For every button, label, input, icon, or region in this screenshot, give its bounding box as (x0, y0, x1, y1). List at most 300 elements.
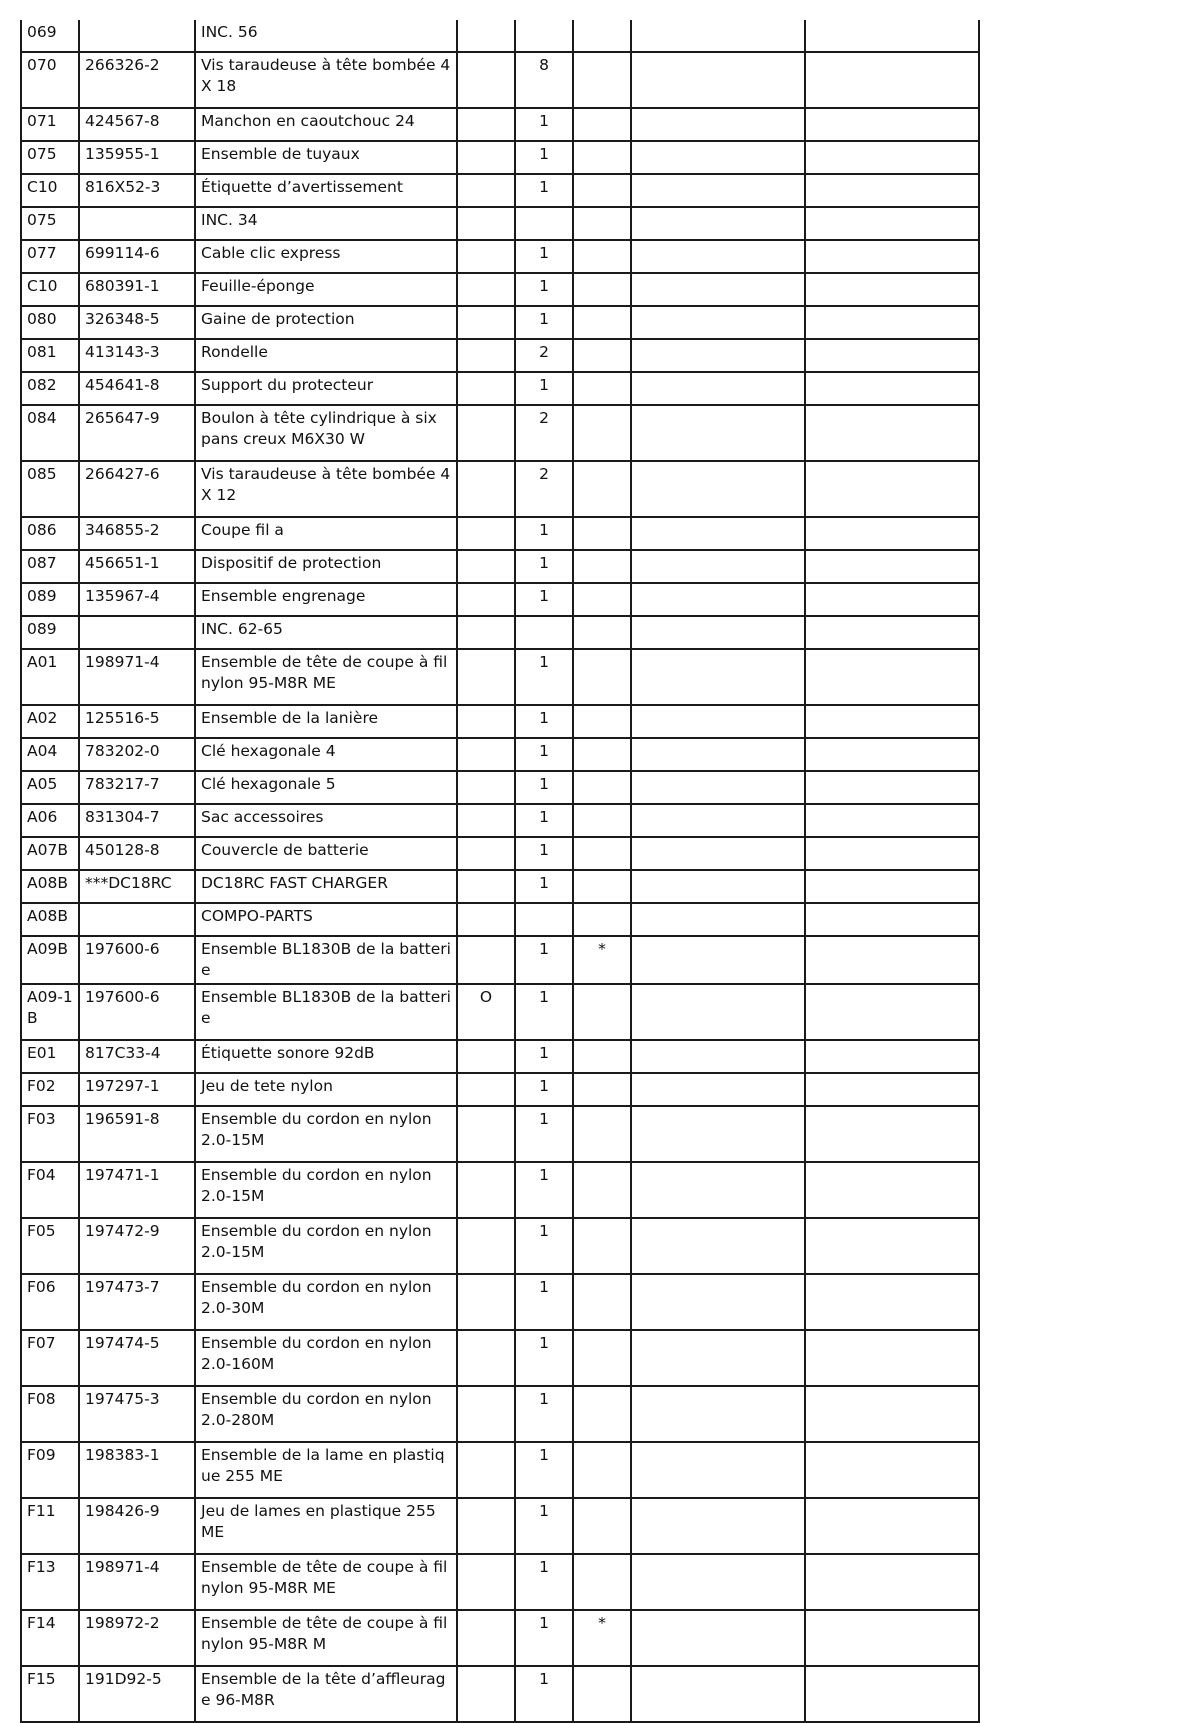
empty-cell (631, 1218, 805, 1274)
item-number-cell: A06 (21, 804, 79, 837)
part-number-cell (79, 20, 195, 52)
description-cell: Ensemble du cordon en nylon 2.0-15M (195, 1106, 457, 1162)
note-mark-cell (573, 20, 631, 52)
part-number-cell: 783217-7 (79, 771, 195, 804)
table-row (21, 339, 979, 372)
option-flag-cell (457, 1498, 515, 1554)
part-number-cell: 198971-4 (79, 649, 195, 705)
item-number-cell: F02 (21, 1073, 79, 1106)
item-number-cell: 075 (21, 141, 79, 174)
item-number-cell: F05 (21, 1218, 79, 1274)
part-number-cell: 783202-0 (79, 738, 195, 771)
empty-cell (805, 1040, 979, 1073)
part-number-cell: 456651-1 (79, 550, 195, 583)
option-flag-cell (457, 207, 515, 240)
note-mark-cell (573, 771, 631, 804)
table-row (21, 984, 979, 1040)
quantity-cell: 1 (515, 141, 573, 174)
quantity-cell: 1 (515, 517, 573, 550)
description-cell: Cable clic express (195, 240, 457, 273)
table-row (21, 771, 979, 804)
note-mark-cell (573, 461, 631, 517)
description-cell: Jeu de tete nylon (195, 1073, 457, 1106)
empty-cell (631, 1162, 805, 1218)
option-flag-cell (457, 804, 515, 837)
part-number-cell: 346855-2 (79, 517, 195, 550)
part-number-cell: 196591-8 (79, 1106, 195, 1162)
option-flag-cell (457, 1386, 515, 1442)
item-number-cell: A09B (21, 936, 79, 984)
empty-cell (805, 771, 979, 804)
empty-cell (631, 1610, 805, 1666)
empty-cell (805, 1274, 979, 1330)
table-row (21, 1666, 979, 1722)
table-row (21, 20, 979, 52)
option-flag-cell (457, 141, 515, 174)
parts-list-table (20, 20, 980, 1723)
option-flag-cell (457, 936, 515, 984)
item-number-cell: 080 (21, 306, 79, 339)
option-flag-cell (457, 20, 515, 52)
table-row (21, 1106, 979, 1162)
empty-cell (805, 1610, 979, 1666)
table-row (21, 405, 979, 461)
item-number-cell: F11 (21, 1498, 79, 1554)
empty-cell (805, 738, 979, 771)
option-flag-cell (457, 1106, 515, 1162)
description-cell: Ensemble de tête de coupe à fil nylon 95-M8R ME (195, 649, 457, 705)
part-number-cell: 197471-1 (79, 1162, 195, 1218)
description-cell: Ensemble du cordon en nylon 2.0-30M (195, 1274, 457, 1330)
empty-cell (805, 616, 979, 649)
part-number-cell: 198972-2 (79, 1610, 195, 1666)
description-cell: Support du protecteur (195, 372, 457, 405)
part-number-cell: 265647-9 (79, 405, 195, 461)
quantity-cell: 1 (515, 1162, 573, 1218)
empty-cell (805, 1554, 979, 1610)
item-number-cell: F06 (21, 1274, 79, 1330)
note-mark-cell (573, 141, 631, 174)
empty-cell (805, 108, 979, 141)
table-row (21, 1610, 979, 1666)
option-flag-cell (457, 771, 515, 804)
option-flag-cell (457, 583, 515, 616)
quantity-cell: 1 (515, 550, 573, 583)
option-flag-cell (457, 1218, 515, 1274)
empty-cell (631, 20, 805, 52)
note-mark-cell (573, 240, 631, 273)
quantity-cell: 1 (515, 1218, 573, 1274)
item-number-cell: C10 (21, 273, 79, 306)
empty-cell (805, 461, 979, 517)
empty-cell (805, 273, 979, 306)
note-mark-cell (573, 372, 631, 405)
table-row (21, 1386, 979, 1442)
item-number-cell: F09 (21, 1442, 79, 1498)
note-mark-cell (573, 517, 631, 550)
part-number-cell (79, 903, 195, 936)
empty-cell (805, 1218, 979, 1274)
description-cell: DC18RC FAST CHARGER (195, 870, 457, 903)
description-cell: Ensemble de la lanière (195, 705, 457, 738)
note-mark-cell (573, 705, 631, 738)
item-number-cell: F07 (21, 1330, 79, 1386)
empty-cell (805, 583, 979, 616)
item-number-cell: 089 (21, 583, 79, 616)
empty-cell (631, 1106, 805, 1162)
note-mark-cell (573, 207, 631, 240)
option-flag-cell (457, 705, 515, 738)
quantity-cell: 1 (515, 1106, 573, 1162)
part-number-cell: 191D92-5 (79, 1666, 195, 1722)
item-number-cell: F04 (21, 1162, 79, 1218)
option-flag-cell (457, 240, 515, 273)
item-number-cell: F14 (21, 1610, 79, 1666)
item-number-cell: 075 (21, 207, 79, 240)
empty-cell (805, 52, 979, 108)
empty-cell (805, 705, 979, 738)
empty-cell (805, 1498, 979, 1554)
table-row (21, 705, 979, 738)
empty-cell (631, 517, 805, 550)
quantity-cell: 1 (515, 1330, 573, 1386)
empty-cell (631, 771, 805, 804)
quantity-cell: 2 (515, 461, 573, 517)
quantity-cell: 1 (515, 705, 573, 738)
table-row (21, 1498, 979, 1554)
description-cell: INC. 56 (195, 20, 457, 52)
quantity-cell: 1 (515, 1386, 573, 1442)
part-number-cell: 197297-1 (79, 1073, 195, 1106)
note-mark-cell (573, 550, 631, 583)
empty-cell (631, 1386, 805, 1442)
empty-cell (631, 372, 805, 405)
table-row (21, 52, 979, 108)
option-flag-cell (457, 517, 515, 550)
description-cell: Étiquette d’avertissement (195, 174, 457, 207)
description-cell: Jeu de lames en plastique 255 ME (195, 1498, 457, 1554)
empty-cell (805, 550, 979, 583)
part-number-cell: 413143-3 (79, 339, 195, 372)
part-number-cell: 817C33-4 (79, 1040, 195, 1073)
empty-cell (631, 339, 805, 372)
quantity-cell: 1 (515, 306, 573, 339)
table-row (21, 804, 979, 837)
empty-cell (805, 1666, 979, 1722)
option-flag-cell (457, 339, 515, 372)
note-mark-cell (573, 1040, 631, 1073)
part-number-cell: 424567-8 (79, 108, 195, 141)
quantity-cell: 1 (515, 372, 573, 405)
option-flag-cell (457, 649, 515, 705)
table-row (21, 207, 979, 240)
option-flag-cell (457, 1073, 515, 1106)
quantity-cell: 1 (515, 1610, 573, 1666)
empty-cell (631, 1666, 805, 1722)
description-cell: Dispositif de protection (195, 550, 457, 583)
part-number-cell: 197600-6 (79, 936, 195, 984)
description-cell: Feuille-éponge (195, 273, 457, 306)
item-number-cell: F13 (21, 1554, 79, 1610)
quantity-cell: 1 (515, 1274, 573, 1330)
item-number-cell: 085 (21, 461, 79, 517)
description-cell: Étiquette sonore 92dB (195, 1040, 457, 1073)
quantity-cell: 1 (515, 108, 573, 141)
option-flag-cell (457, 52, 515, 108)
empty-cell (631, 984, 805, 1040)
note-mark-cell (573, 616, 631, 649)
quantity-cell: 1 (515, 1666, 573, 1722)
empty-cell (805, 1162, 979, 1218)
empty-cell (631, 1330, 805, 1386)
part-number-cell: 680391-1 (79, 273, 195, 306)
part-number-cell: 135967-4 (79, 583, 195, 616)
part-number-cell: 450128-8 (79, 837, 195, 870)
empty-cell (805, 1073, 979, 1106)
description-cell: Ensemble de tuyaux (195, 141, 457, 174)
table-row (21, 273, 979, 306)
quantity-cell: 8 (515, 52, 573, 108)
empty-cell (805, 306, 979, 339)
description-cell: Couvercle de batterie (195, 837, 457, 870)
empty-cell (805, 870, 979, 903)
description-cell: Manchon en caoutchouc 24 (195, 108, 457, 141)
table-row (21, 174, 979, 207)
description-cell: Ensemble de tête de coupe à fil nylon 95-M8R M (195, 1610, 457, 1666)
table-row (21, 372, 979, 405)
quantity-cell: 1 (515, 870, 573, 903)
quantity-cell: 2 (515, 339, 573, 372)
empty-cell (805, 1106, 979, 1162)
quantity-cell: 1 (515, 174, 573, 207)
quantity-cell: 1 (515, 738, 573, 771)
description-cell: Gaine de protection (195, 306, 457, 339)
empty-cell (631, 1274, 805, 1330)
note-mark-cell (573, 804, 631, 837)
part-number-cell (79, 207, 195, 240)
option-flag-cell (457, 1666, 515, 1722)
empty-cell (631, 405, 805, 461)
note-mark-cell (573, 1666, 631, 1722)
empty-cell (631, 738, 805, 771)
item-number-cell: 081 (21, 339, 79, 372)
item-number-cell: A01 (21, 649, 79, 705)
empty-cell (631, 141, 805, 174)
item-number-cell: F03 (21, 1106, 79, 1162)
table-row (21, 1040, 979, 1073)
note-mark-cell (573, 1218, 631, 1274)
option-flag-cell (457, 870, 515, 903)
empty-cell (631, 903, 805, 936)
table-row (21, 903, 979, 936)
description-cell: Ensemble du cordon en nylon 2.0-280M (195, 1386, 457, 1442)
option-flag-cell (457, 174, 515, 207)
option-flag-cell (457, 273, 515, 306)
item-number-cell: A02 (21, 705, 79, 738)
table-row (21, 936, 979, 984)
part-number-cell: 198426-9 (79, 1498, 195, 1554)
note-mark-cell (573, 174, 631, 207)
empty-cell (631, 174, 805, 207)
part-number-cell: 197475-3 (79, 1386, 195, 1442)
note-mark-cell (573, 903, 631, 936)
item-number-cell: A07B (21, 837, 79, 870)
description-cell: Ensemble de la lame en plastique 255 ME (195, 1442, 457, 1498)
item-number-cell: 069 (21, 20, 79, 52)
description-cell: Ensemble du cordon en nylon 2.0-15M (195, 1218, 457, 1274)
note-mark-cell: * (573, 1610, 631, 1666)
table-row (21, 1162, 979, 1218)
empty-cell (631, 108, 805, 141)
item-number-cell: 082 (21, 372, 79, 405)
part-number-cell: 198383-1 (79, 1442, 195, 1498)
description-cell: Coupe fil a (195, 517, 457, 550)
part-number-cell: 135955-1 (79, 141, 195, 174)
part-number-cell: 266326-2 (79, 52, 195, 108)
empty-cell (805, 517, 979, 550)
item-number-cell: 070 (21, 52, 79, 108)
option-flag-cell (457, 1330, 515, 1386)
quantity-cell (515, 207, 573, 240)
empty-cell (631, 705, 805, 738)
option-flag-cell (457, 306, 515, 339)
empty-cell (805, 936, 979, 984)
quantity-cell: 1 (515, 771, 573, 804)
empty-cell (631, 616, 805, 649)
table-row (21, 1442, 979, 1498)
empty-cell (805, 903, 979, 936)
part-number-cell: 197473-7 (79, 1274, 195, 1330)
part-number-cell: 831304-7 (79, 804, 195, 837)
empty-cell (805, 240, 979, 273)
description-cell: Ensemble BL1830B de la batterie (195, 984, 457, 1040)
note-mark-cell (573, 1330, 631, 1386)
parts-table-body (21, 20, 979, 1722)
option-flag-cell (457, 405, 515, 461)
note-mark-cell (573, 870, 631, 903)
description-cell: Vis taraudeuse à tête bombée 4X 12 (195, 461, 457, 517)
empty-cell (631, 1040, 805, 1073)
table-row (21, 1274, 979, 1330)
note-mark-cell (573, 52, 631, 108)
option-flag-cell (457, 837, 515, 870)
note-mark-cell (573, 583, 631, 616)
table-row (21, 108, 979, 141)
empty-cell (805, 174, 979, 207)
description-cell: Ensemble du cordon en nylon 2.0-15M (195, 1162, 457, 1218)
empty-cell (805, 405, 979, 461)
empty-cell (805, 207, 979, 240)
quantity-cell: 1 (515, 649, 573, 705)
quantity-cell: 1 (515, 273, 573, 306)
part-number-cell (79, 616, 195, 649)
table-row (21, 583, 979, 616)
description-cell: Sac accessoires (195, 804, 457, 837)
empty-cell (805, 984, 979, 1040)
empty-cell (805, 1386, 979, 1442)
description-cell: Rondelle (195, 339, 457, 372)
empty-cell (631, 583, 805, 616)
note-mark-cell (573, 273, 631, 306)
quantity-cell: 1 (515, 1554, 573, 1610)
note-mark-cell (573, 339, 631, 372)
description-cell: INC. 62-65 (195, 616, 457, 649)
empty-cell (631, 936, 805, 984)
option-flag-cell (457, 1554, 515, 1610)
note-mark-cell: * (573, 936, 631, 984)
description-cell: Clé hexagonale 5 (195, 771, 457, 804)
quantity-cell (515, 616, 573, 649)
table-row (21, 461, 979, 517)
note-mark-cell (573, 984, 631, 1040)
description-cell: Ensemble engrenage (195, 583, 457, 616)
note-mark-cell (573, 649, 631, 705)
note-mark-cell (573, 405, 631, 461)
quantity-cell: 1 (515, 583, 573, 616)
empty-cell (631, 207, 805, 240)
quantity-cell: 1 (515, 1442, 573, 1498)
empty-cell (805, 837, 979, 870)
option-flag-cell (457, 1610, 515, 1666)
table-row (21, 1218, 979, 1274)
option-flag-cell (457, 550, 515, 583)
item-number-cell: 071 (21, 108, 79, 141)
note-mark-cell (573, 1274, 631, 1330)
note-mark-cell (573, 108, 631, 141)
empty-cell (631, 1554, 805, 1610)
empty-cell (631, 52, 805, 108)
part-number-cell: 266427-6 (79, 461, 195, 517)
quantity-cell: 1 (515, 984, 573, 1040)
description-cell: COMPO-PARTS (195, 903, 457, 936)
description-cell: Boulon à tête cylindrique à six pans creux M6X30 W (195, 405, 457, 461)
option-flag-cell (457, 1040, 515, 1073)
item-number-cell: F15 (21, 1666, 79, 1722)
description-cell: Clé hexagonale 4 (195, 738, 457, 771)
option-flag-cell (457, 108, 515, 141)
item-number-cell: A05 (21, 771, 79, 804)
option-flag-cell (457, 1442, 515, 1498)
item-number-cell: C10 (21, 174, 79, 207)
part-number-cell: 197474-5 (79, 1330, 195, 1386)
table-row (21, 141, 979, 174)
empty-cell (631, 550, 805, 583)
note-mark-cell (573, 1442, 631, 1498)
item-number-cell: E01 (21, 1040, 79, 1073)
part-number-cell: 454641-8 (79, 372, 195, 405)
item-number-cell: 077 (21, 240, 79, 273)
table-row (21, 837, 979, 870)
part-number-cell: 197600-6 (79, 984, 195, 1040)
quantity-cell: 1 (515, 936, 573, 984)
table-row (21, 616, 979, 649)
empty-cell (805, 20, 979, 52)
empty-cell (631, 804, 805, 837)
empty-cell (631, 870, 805, 903)
part-number-cell: ***DC18RC (79, 870, 195, 903)
item-number-cell: A08B (21, 903, 79, 936)
item-number-cell: A04 (21, 738, 79, 771)
note-mark-cell (573, 837, 631, 870)
empty-cell (805, 1442, 979, 1498)
empty-cell (805, 372, 979, 405)
table-row (21, 517, 979, 550)
note-mark-cell (573, 306, 631, 339)
part-number-cell: 816X52-3 (79, 174, 195, 207)
empty-cell (805, 804, 979, 837)
item-number-cell: F08 (21, 1386, 79, 1442)
part-number-cell: 699114-6 (79, 240, 195, 273)
